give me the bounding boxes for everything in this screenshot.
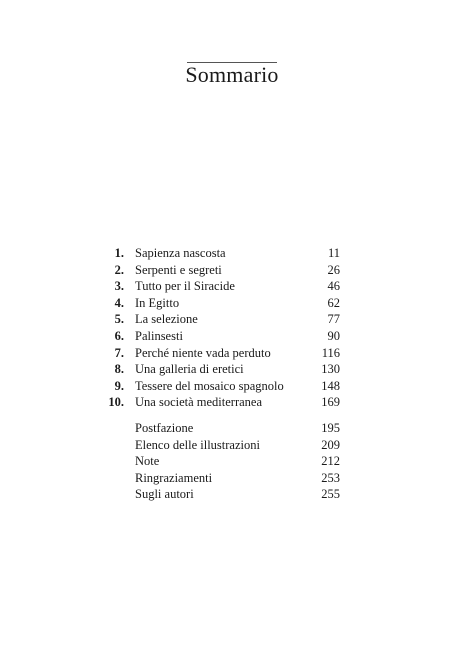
page-number: 62	[327, 295, 340, 310]
chapter-title: In Egitto	[135, 295, 180, 310]
toc-entry-2[interactable]	[100, 262, 340, 279]
page-number: 255	[321, 487, 340, 502]
chapter-title: Perché niente vada perduto	[135, 345, 271, 360]
chapter-title: Una società mediterranea	[135, 395, 263, 410]
page-number: 26	[327, 262, 340, 277]
section-title: Sugli autori	[135, 487, 194, 502]
chapter-number: 2.	[114, 262, 124, 277]
toc-entry-6[interactable]	[100, 328, 340, 345]
toc-entry-3[interactable]	[100, 278, 340, 295]
section-title: Ringraziamenti	[135, 470, 213, 485]
chapter-number: 5.	[114, 312, 124, 327]
toc-entry-7[interactable]	[100, 345, 340, 362]
chapter-number: 7.	[114, 345, 124, 360]
toc-entry-1[interactable]	[100, 245, 340, 262]
chapter-list	[100, 245, 340, 411]
chapter-number: 3.	[114, 279, 124, 294]
chapter-number: 8.	[114, 362, 124, 377]
section-title: Postfazione	[135, 421, 194, 435]
chapter-title: Tessere del mosaico spagnolo	[135, 378, 284, 393]
chapter-title: Sapienza nascosta	[135, 246, 226, 260]
chapter-number: 9.	[114, 378, 124, 393]
chapter-title: Una galleria di eretici	[135, 362, 244, 377]
page-number: 253	[321, 470, 340, 485]
back-matter-list	[100, 420, 340, 503]
page-number: 46	[327, 279, 340, 294]
toc-entry-10[interactable]	[100, 394, 340, 411]
toc-entry-5[interactable]	[100, 311, 340, 328]
toc-entry-note[interactable]	[100, 453, 340, 470]
chapter-number: 4.	[114, 295, 124, 310]
page-number: 195	[321, 421, 340, 435]
toc-entry-9[interactable]	[100, 378, 340, 395]
chapter-title: Serpenti e segreti	[135, 262, 222, 277]
page-number: 148	[321, 378, 340, 393]
toc-entry-ringraziamenti[interactable]	[100, 470, 340, 487]
page-number: 116	[321, 345, 340, 360]
page-number: 212	[321, 454, 340, 469]
chapter-title: La selezione	[135, 312, 198, 327]
toc-entry-postfazione[interactable]	[100, 420, 340, 437]
chapter-title: Palinsesti	[135, 328, 183, 343]
toc-entry-8[interactable]	[100, 361, 340, 378]
page-number: 169	[321, 395, 340, 410]
toc-entry-autori[interactable]	[100, 486, 340, 503]
section-title: Elenco delle illustrazioni	[135, 437, 260, 452]
page-number: 209	[321, 437, 340, 452]
page-number: 11	[327, 246, 340, 260]
toc-entry-4[interactable]	[100, 295, 340, 312]
chapter-number: 1.	[114, 246, 124, 260]
chapter-number: 10.	[108, 395, 124, 410]
chapter-title: Tutto per il Siracide	[135, 279, 235, 294]
page-number: 77	[327, 312, 340, 327]
section-title: Note	[135, 454, 160, 469]
page-number: 130	[321, 362, 340, 377]
chapter-number: 6.	[114, 328, 124, 343]
toc-entry-illustrazioni[interactable]	[100, 437, 340, 454]
page-number: 90	[327, 328, 340, 343]
page-title: Sommario	[185, 62, 279, 87]
